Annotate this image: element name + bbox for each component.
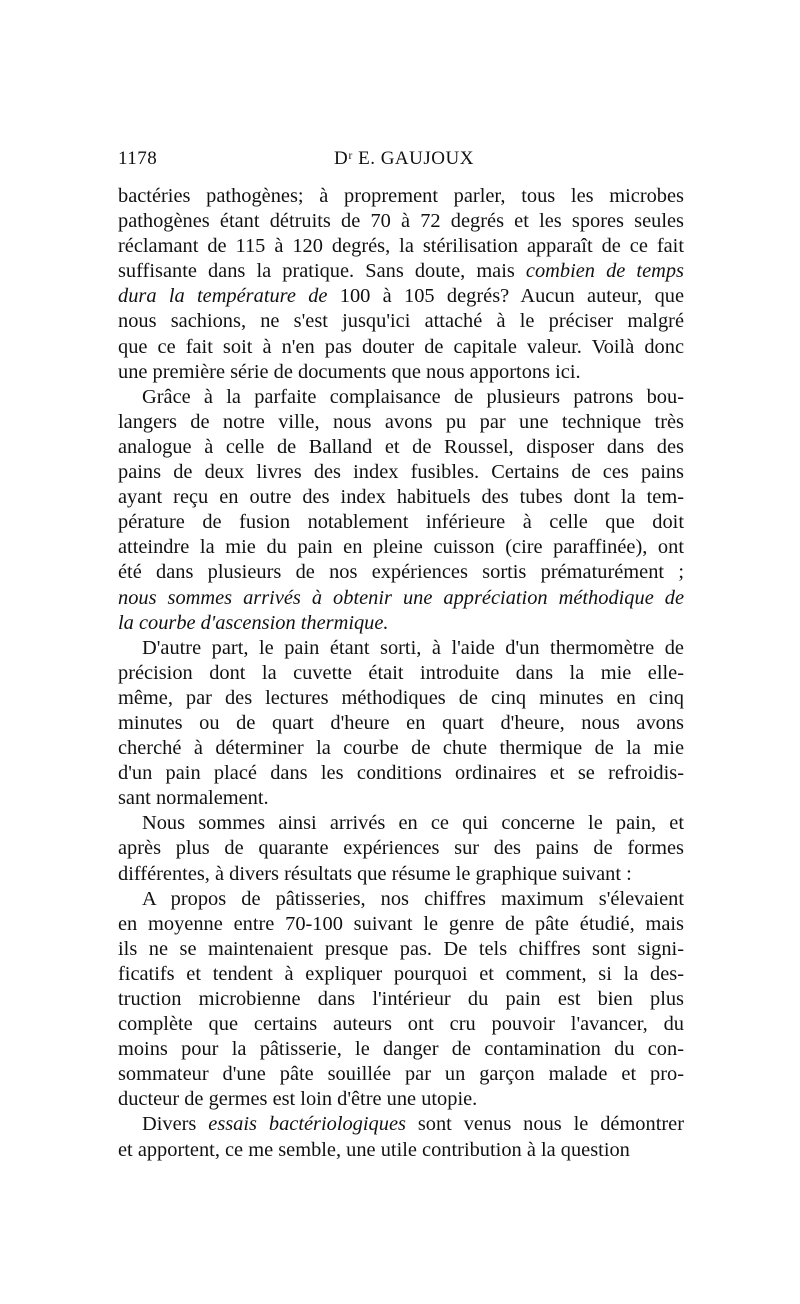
text-run: Grâce à la parfaite complaisance de plusieurs patrons bou- xyxy=(142,385,684,408)
text-run: D'autre part, le pain étant sorti, à l'aide d'un thermomètre de xyxy=(142,636,684,659)
text-run: bactéries pathogènes; à proprement parler, tous les microbes xyxy=(118,185,684,207)
italic-text: nous sommes arrivés à obtenir une appréciation méthodique de xyxy=(118,586,684,609)
text-run: pains de deux livres des index fusibles. Certains de ces pains xyxy=(118,461,684,484)
text-line xyxy=(118,335,684,360)
text-line xyxy=(118,1037,684,1062)
paragraph xyxy=(118,184,684,385)
text-run: nous sachions, ne s'est jusqu'ici attaché à le préciser malgré xyxy=(118,310,684,333)
text-run: suffisante dans la pratique. Sans doute, mais xyxy=(118,260,526,283)
text-run: précision dont la cuvette était introduite dans la mie elle- xyxy=(118,661,684,684)
text-line xyxy=(118,786,684,811)
text-run: en moyenne entre 70-100 suivant le genre de pâte étudié, mais xyxy=(118,912,684,935)
text-line xyxy=(118,1012,684,1037)
text-run: A propos de pâtisseries, nos chiffres maximum s'élevaient xyxy=(142,887,684,910)
running-title: Dʳ E. GAUJOUX xyxy=(334,148,474,169)
body-text xyxy=(118,184,684,1163)
text-run: sommateur d'une pâte souillée par un garçon malade et pro- xyxy=(118,1063,684,1086)
text-line xyxy=(118,410,684,435)
text-run: Divers xyxy=(142,1113,209,1136)
paragraph xyxy=(118,1112,684,1162)
text-line xyxy=(118,535,684,560)
paragraph xyxy=(118,385,684,636)
text-line xyxy=(118,862,684,887)
text-line xyxy=(118,987,684,1012)
text-line xyxy=(118,836,684,861)
text-line xyxy=(118,485,684,510)
text-run: complète que certains auteurs ont cru pouvoir l'avancer, du xyxy=(118,1013,684,1036)
text-run: ayant reçu en outre des index habituels des tubes dont la tem- xyxy=(118,486,684,509)
paragraph xyxy=(118,636,684,812)
text-line xyxy=(118,385,684,410)
text-run: ils ne se maintenaient presque pas. De tels chiffres sont signi- xyxy=(118,937,684,960)
italic-text: la courbe d'ascension thermique. xyxy=(118,611,389,634)
text-run: minutes ou de quart d'heure en quart d'heure, nous avons xyxy=(118,711,684,734)
text-run: pathogènes étant détruits de 70 à 72 degrés et les spores seules xyxy=(118,210,684,233)
text-line xyxy=(118,636,684,661)
text-line xyxy=(118,686,684,711)
text-run: cherché à déterminer la courbe de chute thermique de la mie xyxy=(118,737,684,760)
text-line xyxy=(118,510,684,535)
text-line xyxy=(118,1087,684,1112)
text-line xyxy=(118,611,684,636)
page-number: 1178 xyxy=(118,148,158,169)
text-run: atteindre la mie du pain en pleine cuisson (cire paraffinée), ont xyxy=(118,536,684,559)
text-line xyxy=(118,811,684,836)
text-line xyxy=(118,460,684,485)
text-run: 100 à 105 degrés? Aucun auteur, que xyxy=(327,285,684,308)
text-line xyxy=(118,435,684,460)
text-line xyxy=(118,937,684,962)
text-line xyxy=(118,360,684,385)
text-run: sant normalement. xyxy=(118,787,269,810)
text-run: et apportent, ce me semble, une utile contribution à la question xyxy=(118,1138,630,1161)
text-line xyxy=(118,284,684,309)
text-line xyxy=(118,560,684,585)
text-line xyxy=(118,711,684,736)
text-run: même, par des lectures méthodiques de cinq minutes en cinq xyxy=(118,686,684,709)
text-line xyxy=(118,661,684,686)
italic-text: dura la température de xyxy=(118,285,328,308)
text-run: que ce fait soit à n'en pas douter de capitale valeur. Voilà donc xyxy=(118,335,684,358)
paragraph xyxy=(118,887,684,1113)
text-line xyxy=(118,184,684,209)
text-line xyxy=(118,209,684,234)
text-line xyxy=(118,962,684,987)
text-line xyxy=(118,234,684,259)
text-line xyxy=(118,586,684,611)
text-line xyxy=(118,1138,684,1163)
text-run: Nous sommes ainsi arrivés en ce qui concerne le pain, et xyxy=(142,812,684,835)
text-run: été dans plusieurs de nos expériences sortis prématurément ; xyxy=(118,561,684,584)
text-run: langers de notre ville, nous avons pu par une technique très xyxy=(118,410,684,433)
text-line xyxy=(118,1062,684,1087)
text-run: analogue à celle de Balland et de Roussel, disposer dans des xyxy=(118,435,684,458)
text-run: pérature de fusion notablement inférieure à celle que doit xyxy=(118,511,684,534)
italic-text: combien de temps xyxy=(525,260,684,283)
text-run: réclamant de 115 à 120 degrés, la stérilisation apparaît de ce fait xyxy=(118,235,684,258)
page-header xyxy=(118,148,684,174)
text-run: moins pour la pâtisserie, le danger de contamination du con- xyxy=(118,1038,684,1061)
text-run: après plus de quarante expériences sur des pains de formes xyxy=(118,837,684,860)
text-run: sont venus nous le démontrer xyxy=(405,1113,684,1136)
text-line xyxy=(118,259,684,284)
text-line xyxy=(118,736,684,761)
italic-text: essais bactériologiques xyxy=(208,1113,406,1136)
text-run: différentes, à divers résultats que résume le graphique suivant : xyxy=(118,862,632,885)
text-line xyxy=(118,912,684,937)
text-run: une première série de documents que nous apportons ici. xyxy=(118,360,581,383)
text-run: d'un pain placé dans les conditions ordinaires et se refroidis- xyxy=(118,762,684,785)
paragraph xyxy=(118,811,684,886)
text-run: ducteur de germes est loin d'être une utopie. xyxy=(118,1088,478,1111)
text-line xyxy=(118,761,684,786)
text-line xyxy=(118,887,684,912)
text-run: ficatifs et tendent à expliquer pourquoi et comment, si la des- xyxy=(118,962,684,985)
text-line xyxy=(118,309,684,334)
text-line xyxy=(118,1112,684,1137)
text-run: truction microbienne dans l'intérieur du pain est bien plus xyxy=(118,988,684,1010)
